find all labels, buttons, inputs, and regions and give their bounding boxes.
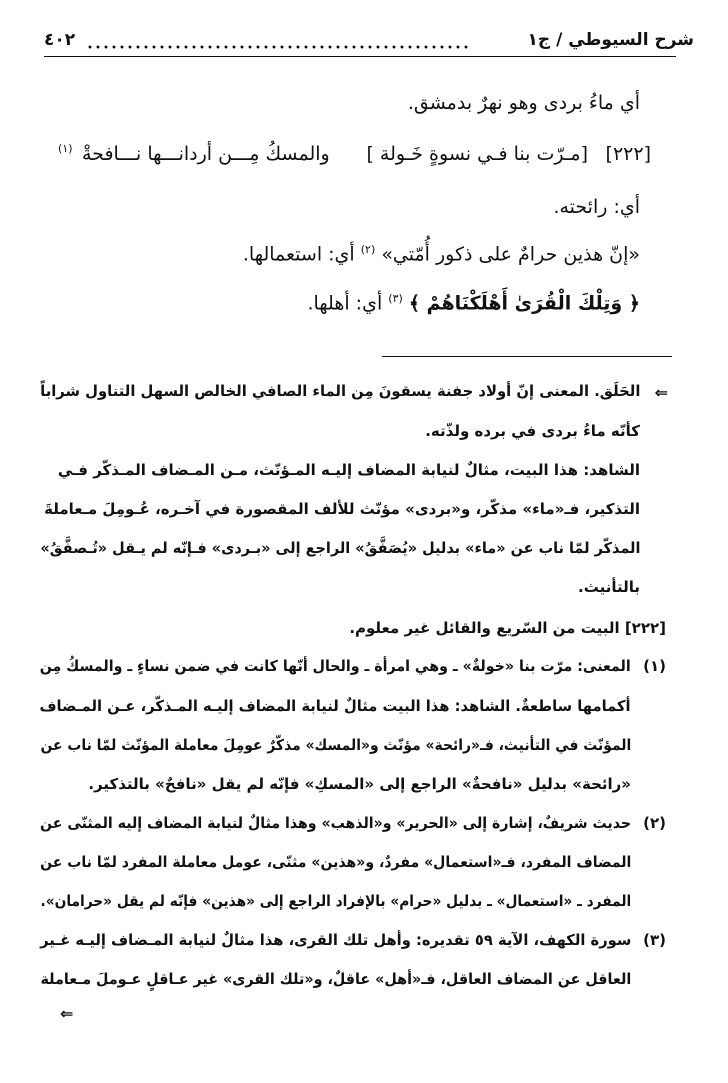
fn-cont-line-5: المذكّر لمّا ناب عن «ماء» بدليل «يُصَفَّقُ» الراجع إلى «بـردى» فـإنّه لم يـقل «تُـصفَّقُ» bbox=[39, 539, 640, 557]
verse-footnote-mark: (١) bbox=[58, 142, 73, 155]
fn3-label: (٣) bbox=[643, 931, 666, 949]
verse-second-hemistich: والمسكُ مِـــن أردانـــها نـــافحةْ bbox=[82, 143, 330, 165]
fn-cont-line-4: التذكير، فـ«ماء» مذكّر، و«بردى» مؤنّث للألف المقصورة في آخـره، عُـومِلَ مـعاملةَ bbox=[44, 500, 640, 518]
quran-verse: ﴿ وَتِلْكَ الْقُرَىٰ أَهْلَكْنَاهُمْ ﴾ bbox=[408, 292, 640, 315]
fn-222: [٢٢٢] البيت من السّريع والقائل غير معلوم. bbox=[349, 619, 666, 637]
fn1-line-1: المعنى: مرّت بنا «خولةٌ» ـ وهي امرأة ـ والحال أنّها كانت في ضمن نساءٍ ـ والمسكُ مِن bbox=[40, 657, 631, 675]
fn1-line-4: «رائحة» بدليل «نافحةٌ» الراجع إلى «المسكِ» فإنّه لم يقل «نافحٌ» بالتذكير. bbox=[88, 775, 631, 793]
verse-first-hemistich: [مـرّت بنا فـي نسوةٍ خَـولة ] bbox=[366, 143, 588, 165]
header-leader-dots bbox=[86, 34, 470, 50]
fn2-line-1: حديث شريفٌ، إشارة إلى «الحرير» و«الذهب» وهذا مثالٌ لنيابة المضاف إليه المثنّى عن bbox=[39, 814, 631, 832]
fn2-label: (٢) bbox=[643, 814, 666, 832]
running-title: شرح السيوطي / ج١ bbox=[527, 30, 694, 50]
fn-cont-line-2: كأنّه ماءُ بردى في برده ولذّته. bbox=[425, 422, 640, 440]
fn2-line-2: المضاف المفرد، فـ«استعمال» مفردٌ، و«هذين» مثنّى، عومل معاملة المفرد لمّا ناب عن bbox=[39, 853, 631, 871]
fn1-line-3: المؤنّث في التأنيث، فـ«رائحة» مؤنّث و«المسك» مذكّرٌ عومِلَ معاملة المؤنّث لمّا ناب عن bbox=[40, 736, 631, 754]
continuation-arrow-icon: ⇐ bbox=[654, 383, 668, 402]
hadith-quote: «إنّ هذين حرامٌ على ذكور أُمّتي» bbox=[381, 243, 640, 266]
next-page-arrow-icon: ⇐ bbox=[60, 1004, 74, 1023]
line5-tail: أي: أهلها. bbox=[307, 292, 383, 315]
page-number: ٤٠٢ bbox=[44, 30, 76, 50]
fn1-line-2: أكمامها ساطعةٌ. الشاهد: هذا البيت مثالٌ لنيابة المضاف إليـه المـذكّر، عـن المـضاف bbox=[39, 697, 631, 715]
main-line-4 bbox=[243, 243, 640, 265]
footnote-separator bbox=[382, 356, 672, 357]
main-line-5 bbox=[307, 292, 640, 314]
fn1-label: (١) bbox=[643, 657, 666, 675]
fn-cont-line-3: الشاهد: هذا البيت، مثالٌ لنيابة المضاف إليـه المـؤنّث، مـن المـضاف المـذكّر فـي bbox=[57, 461, 640, 479]
fn-cont-line-1: الحَلَق. المعنى إنّ أولاد جفنة يسقونَ مِن الماء الصافي الخالص السهل التناول شراباً bbox=[39, 382, 640, 400]
footnote-mark-2: (٢) bbox=[360, 243, 376, 256]
footnote-mark-3: (٣) bbox=[388, 292, 403, 305]
line4-tail: أي: استعمالها. bbox=[242, 243, 355, 266]
main-line-3: أي: رائحته. bbox=[553, 196, 640, 218]
fn-cont-line-6: بالتأنيث. bbox=[578, 578, 640, 596]
fn2-line-3: المفرد ـ «استعمال» ـ بدليل «حرام» بالإفراد الراجع إلى «هذين» فإنّه لم يقل «حرامان». bbox=[40, 892, 631, 910]
header-rule bbox=[44, 56, 676, 57]
fn3-line-2: العاقل عن المضاف العاقل، فـ«أهل» عاقلٌ، و«تلك القرى» غير عـاقلٍ عـوملَ مـعاملة bbox=[40, 970, 631, 988]
main-line-1: أي ماءُ بردى وهو نهرٌ بدمشق. bbox=[407, 92, 640, 114]
fn3-line-1: سورة الكهف، الآية ٥٩ تقديره: وأهل تلك القرى، هذا مثالٌ لنيابة المـضاف إليـه غـير bbox=[39, 931, 631, 949]
verse-number: [٢٢٢] bbox=[605, 143, 651, 165]
